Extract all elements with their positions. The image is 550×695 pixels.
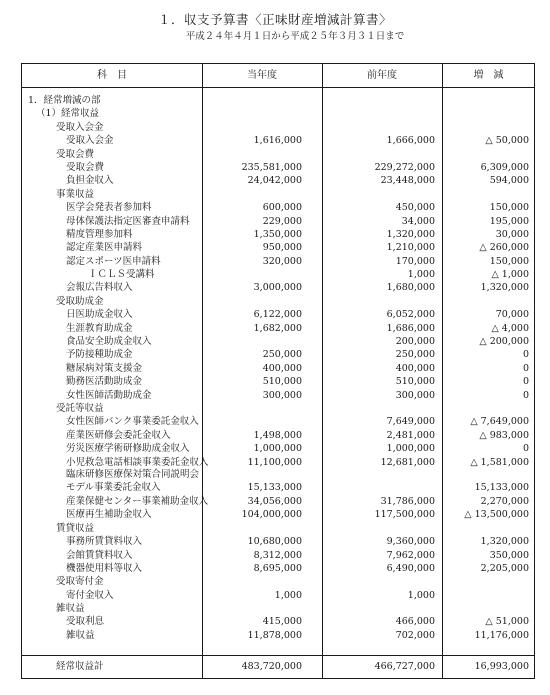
previous-year-value: 200,000: [395, 336, 435, 348]
table-row: [22, 549, 534, 562]
total-label: 経常収益計: [56, 661, 104, 672]
table-header: [22, 64, 534, 88]
change-value: △ 51,000: [485, 616, 529, 628]
table-row: [22, 174, 534, 187]
row-label: 予防接種助成金: [66, 349, 133, 361]
row-label: 医療再生補助金収入: [66, 509, 152, 521]
table-row: [22, 429, 534, 442]
current-year-value: 6,122,000: [253, 309, 302, 321]
table-row: [22, 629, 534, 642]
previous-year-value: 466,000: [395, 616, 435, 628]
table-row: [22, 134, 534, 147]
table-row: [22, 322, 534, 335]
row-label: （1）経常収益: [36, 108, 100, 120]
table-row: [22, 215, 534, 228]
row-label: 受取寄付金: [56, 576, 104, 588]
previous-year-value: 1,320,000: [386, 228, 435, 240]
row-label: 認定スポーツ医申請料: [66, 255, 161, 267]
change-value: △ 260,000: [479, 242, 529, 254]
header-item: 科 目: [97, 70, 127, 81]
previous-year-value: 1,210,000: [386, 242, 435, 254]
row-label: 会報広告料収入: [66, 282, 133, 294]
previous-year-value: 450,000: [395, 202, 435, 214]
total-current: 483,720,000: [241, 661, 302, 672]
previous-year-value: 1,686,000: [386, 322, 435, 334]
table-row: [22, 456, 534, 469]
current-year-value: 600,000: [262, 202, 302, 214]
table-row: [22, 148, 534, 161]
current-year-value: 1,000: [274, 589, 302, 601]
header-previous-year: 前年度: [367, 70, 397, 81]
row-label: 賃貸収益: [56, 522, 95, 534]
row-label: 産業医研修会委託金収入: [66, 429, 171, 441]
current-year-value: 950,000: [262, 242, 302, 254]
current-year-value: 10,680,000: [247, 536, 302, 548]
table-row: [22, 375, 534, 388]
row-label: 受取入会金: [66, 135, 114, 147]
row-label: 食品安全助成金収入: [66, 336, 152, 348]
previous-year-value: 400,000: [395, 362, 435, 374]
table-row: [22, 615, 534, 628]
row-label: 受取利息: [66, 616, 105, 628]
row-label: ＩＣＬＳ受講料: [88, 269, 155, 281]
row-label: 寄付金収入: [66, 589, 114, 601]
previous-year-value: 510,000: [395, 376, 435, 388]
change-value: 0: [522, 389, 529, 401]
change-value: △ 1,000: [491, 269, 529, 281]
change-value: 195,000: [489, 215, 529, 227]
change-value: 1,320,000: [480, 282, 529, 294]
current-year-value: 300,000: [262, 389, 302, 401]
previous-year-value: 1,000: [407, 269, 435, 281]
table-row: [22, 107, 534, 120]
table-row: [22, 188, 534, 201]
current-year-value: 11,100,000: [247, 456, 302, 468]
current-year-value: 34,056,000: [247, 495, 302, 507]
current-year-value: 400,000: [262, 362, 302, 374]
change-value: 150,000: [489, 202, 529, 214]
current-year-value: 1,682,000: [253, 322, 302, 334]
current-year-value: 8,312,000: [253, 549, 302, 561]
row-label: 小児救急電話相談事業委託金収入: [66, 456, 209, 468]
row-label: 勤務医活動助成金: [66, 376, 143, 388]
current-year-value: 1,350,000: [253, 228, 302, 240]
table-row: [22, 495, 534, 508]
change-value: △ 983,000: [479, 429, 529, 441]
current-year-value: 8,695,000: [253, 562, 302, 574]
total-change: 16,993,000: [474, 661, 529, 672]
table-row: [22, 402, 534, 415]
total-row: [22, 656, 534, 678]
current-year-value: 15,133,000: [247, 481, 302, 493]
change-value: 15,133,000: [474, 481, 529, 493]
row-label: 事業収益: [56, 188, 95, 200]
total-previous: 466,727,000: [374, 661, 435, 672]
current-year-value: 250,000: [262, 349, 302, 361]
row-label: 受取会費: [66, 161, 105, 173]
previous-year-value: 2,481,000: [386, 429, 435, 441]
previous-year-value: 6,490,000: [386, 562, 435, 574]
change-value: 150,000: [489, 255, 529, 267]
previous-year-value: 9,360,000: [386, 536, 435, 548]
table-row: [22, 508, 534, 521]
previous-year-value: 7,649,000: [386, 416, 435, 428]
table-row: [22, 228, 534, 241]
previous-year-value: 250,000: [395, 349, 435, 361]
table-row: [22, 308, 534, 321]
current-year-value: 229,000: [262, 215, 302, 227]
table-row: [22, 602, 534, 615]
table-body: [22, 94, 534, 642]
change-value: 0: [522, 443, 529, 455]
budget-table: [21, 63, 535, 679]
table-row: [22, 241, 534, 254]
table-row: [22, 295, 534, 308]
table-row: [22, 389, 534, 402]
change-value: △ 50,000: [485, 135, 529, 147]
table-row: [22, 281, 534, 294]
change-value: 0: [522, 349, 529, 361]
row-label: 会館賃貸料収入: [66, 549, 133, 561]
row-label: 受託等収益: [56, 402, 104, 414]
row-label: 認定産業医申請料: [66, 242, 143, 254]
change-value: △ 13,500,000: [464, 509, 529, 521]
row-label: 雑収益: [56, 603, 85, 615]
row-label: 事務所賃貸料収入: [66, 536, 143, 548]
row-label: 女性医師バンク事業委託金収入: [66, 416, 199, 428]
row-label: 受取入会金: [56, 121, 104, 133]
current-year-value: 104,000,000: [241, 509, 302, 521]
document-title: １．収支予算書〈正味財産増減計算書〉: [157, 12, 392, 27]
change-value: 2,270,000: [480, 495, 529, 507]
previous-year-value: 23,448,000: [380, 175, 435, 187]
previous-year-value: 170,000: [395, 255, 435, 267]
change-value: 350,000: [489, 549, 529, 561]
change-value: 30,000: [495, 228, 529, 240]
row-label: 医学会発表者参加料: [66, 202, 152, 214]
previous-year-value: 1,680,000: [386, 282, 435, 294]
fiscal-period: 平成２４年４月１日から平成２５年３月３１日まで: [185, 31, 405, 42]
current-year-value: 415,000: [262, 616, 302, 628]
row-label: 産業保健センター事業補助金収入: [66, 495, 209, 507]
change-value: △ 7,649,000: [470, 416, 529, 428]
table-row: [22, 348, 534, 361]
change-value: 0: [522, 376, 529, 388]
current-year-value: 24,042,000: [247, 175, 302, 187]
table-row: [22, 121, 534, 134]
row-label: 日医助成金収入: [66, 309, 133, 321]
previous-year-value: 1,000: [407, 589, 435, 601]
table-row: [22, 362, 534, 375]
previous-year-value: 1,000,000: [386, 443, 435, 455]
table-row: [22, 255, 534, 268]
row-label: 母体保護法指定医審査申請料: [66, 215, 190, 227]
previous-year-value: 1,666,000: [386, 135, 435, 147]
change-value: △ 1,581,000: [470, 456, 529, 468]
table-row: [22, 535, 534, 548]
table-row: [22, 522, 534, 535]
table-row: [22, 469, 534, 495]
current-year-value: 235,581,000: [241, 161, 302, 173]
current-year-value: 11,878,000: [247, 629, 302, 641]
change-value: 2,205,000: [480, 562, 529, 574]
previous-year-value: 702,000: [395, 629, 435, 641]
table-row: [22, 335, 534, 348]
change-value: 1,320,000: [480, 536, 529, 548]
previous-year-value: 7,962,000: [386, 549, 435, 561]
row-label: 受取会費: [56, 148, 95, 160]
previous-year-value: 6,052,000: [386, 309, 435, 321]
change-value: △ 4,000: [491, 322, 529, 334]
table-row: [22, 201, 534, 214]
previous-year-value: 12,681,000: [380, 456, 435, 468]
change-value: 594,000: [489, 175, 529, 187]
row-label: 女性医師活動助成金: [66, 389, 152, 401]
row-label: 生涯教育助成金: [66, 322, 133, 334]
row-label: 労災医療学術研修助成金収入: [66, 443, 190, 455]
row-label: 糖尿病対策支援金: [66, 362, 143, 374]
table-row: [22, 589, 534, 602]
header-change: 増 減: [473, 70, 504, 81]
current-year-value: 510,000: [262, 376, 302, 388]
header-current-year: 当年度: [247, 70, 277, 81]
table-row: [22, 575, 534, 588]
change-value: 6,309,000: [480, 161, 529, 173]
table-row: [22, 268, 534, 281]
previous-year-value: 229,272,000: [374, 161, 435, 173]
row-label: 機器使用料等収入: [66, 562, 143, 574]
current-year-value: 320,000: [262, 255, 302, 267]
row-label: 負担金収入: [66, 175, 114, 187]
change-value: △ 200,000: [479, 336, 529, 348]
current-year-value: 1,000,000: [253, 443, 302, 455]
change-value: 11,176,000: [474, 629, 529, 641]
table-row: [22, 562, 534, 575]
current-year-value: 1,616,000: [253, 135, 302, 147]
change-value: 70,000: [495, 309, 529, 321]
previous-year-value: 300,000: [395, 389, 435, 401]
row-label: 精度管理参加料: [66, 228, 133, 240]
row-label: 1．経常増減の部: [28, 95, 101, 106]
current-year-value: 1,498,000: [253, 429, 302, 441]
table-row: [22, 442, 534, 455]
previous-year-value: 34,000: [401, 215, 435, 227]
row-label: 臨床研修医療保対策合同説明会 モデル事業委託金収入: [66, 469, 200, 493]
previous-year-value: 117,500,000: [374, 509, 435, 521]
table-row: [22, 161, 534, 174]
table-row: [22, 415, 534, 428]
row-label: 受取助成金: [56, 295, 104, 307]
change-value: 0: [522, 362, 529, 374]
current-year-value: 3,000,000: [253, 282, 302, 294]
previous-year-value: 31,786,000: [380, 495, 435, 507]
table-row: [22, 94, 534, 107]
row-label: 雑収益: [66, 629, 95, 641]
